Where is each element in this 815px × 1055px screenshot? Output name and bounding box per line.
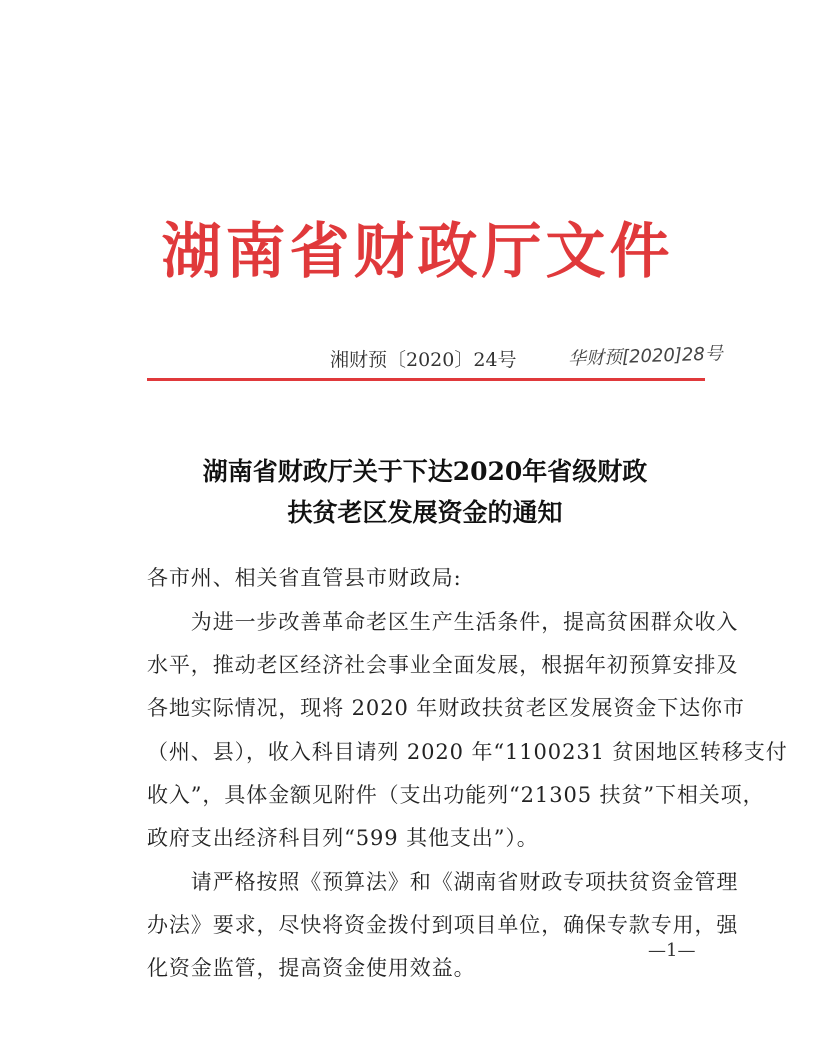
body-line: 政府支出经济科目列“599 其他支出”）。: [147, 826, 539, 850]
salutation: 各市州、相关省直管县市财政局:: [147, 566, 462, 590]
page-number: —1—: [648, 940, 696, 961]
document-number: 湘财预〔2020〕24号: [330, 349, 517, 371]
body-line: 办法》要求，尽快将资金拨付到项目单位，确保专款专用，强: [147, 913, 739, 937]
body-line: 各地实际情况，现将 2020 年财政扶贫老区发展资金下达你市: [147, 696, 745, 720]
body-line: 化资金监管，提高资金使用效益。: [147, 956, 476, 980]
body-line: 水平，推动老区经济社会事业全面发展，根据年初预算安排及: [147, 653, 739, 677]
handwritten-note: 华财预[2020]28号: [567, 343, 724, 370]
document-banner: 湖南省财政厅文件: [161, 217, 674, 287]
title-line-2: 扶贫老区发展资金的通知: [287, 498, 563, 527]
body-line: （州、县），收入科目请列 2020 年“1100231 贫困地区转移支付: [147, 740, 788, 764]
body-line: 为进一步改善革命老区生产生活条件，提高贫困群众收入: [147, 610, 739, 634]
body-line: 收入”，具体金额见附件（支出功能列“21305 扶贫”下相关项，: [147, 783, 765, 807]
title-line-1: 湖南省财政厅关于下达2020年省级财政: [202, 457, 648, 486]
red-divider: [147, 378, 705, 381]
body-line: 请严格按照《预算法》和《湖南省财政专项扶贫资金管理: [147, 870, 739, 894]
